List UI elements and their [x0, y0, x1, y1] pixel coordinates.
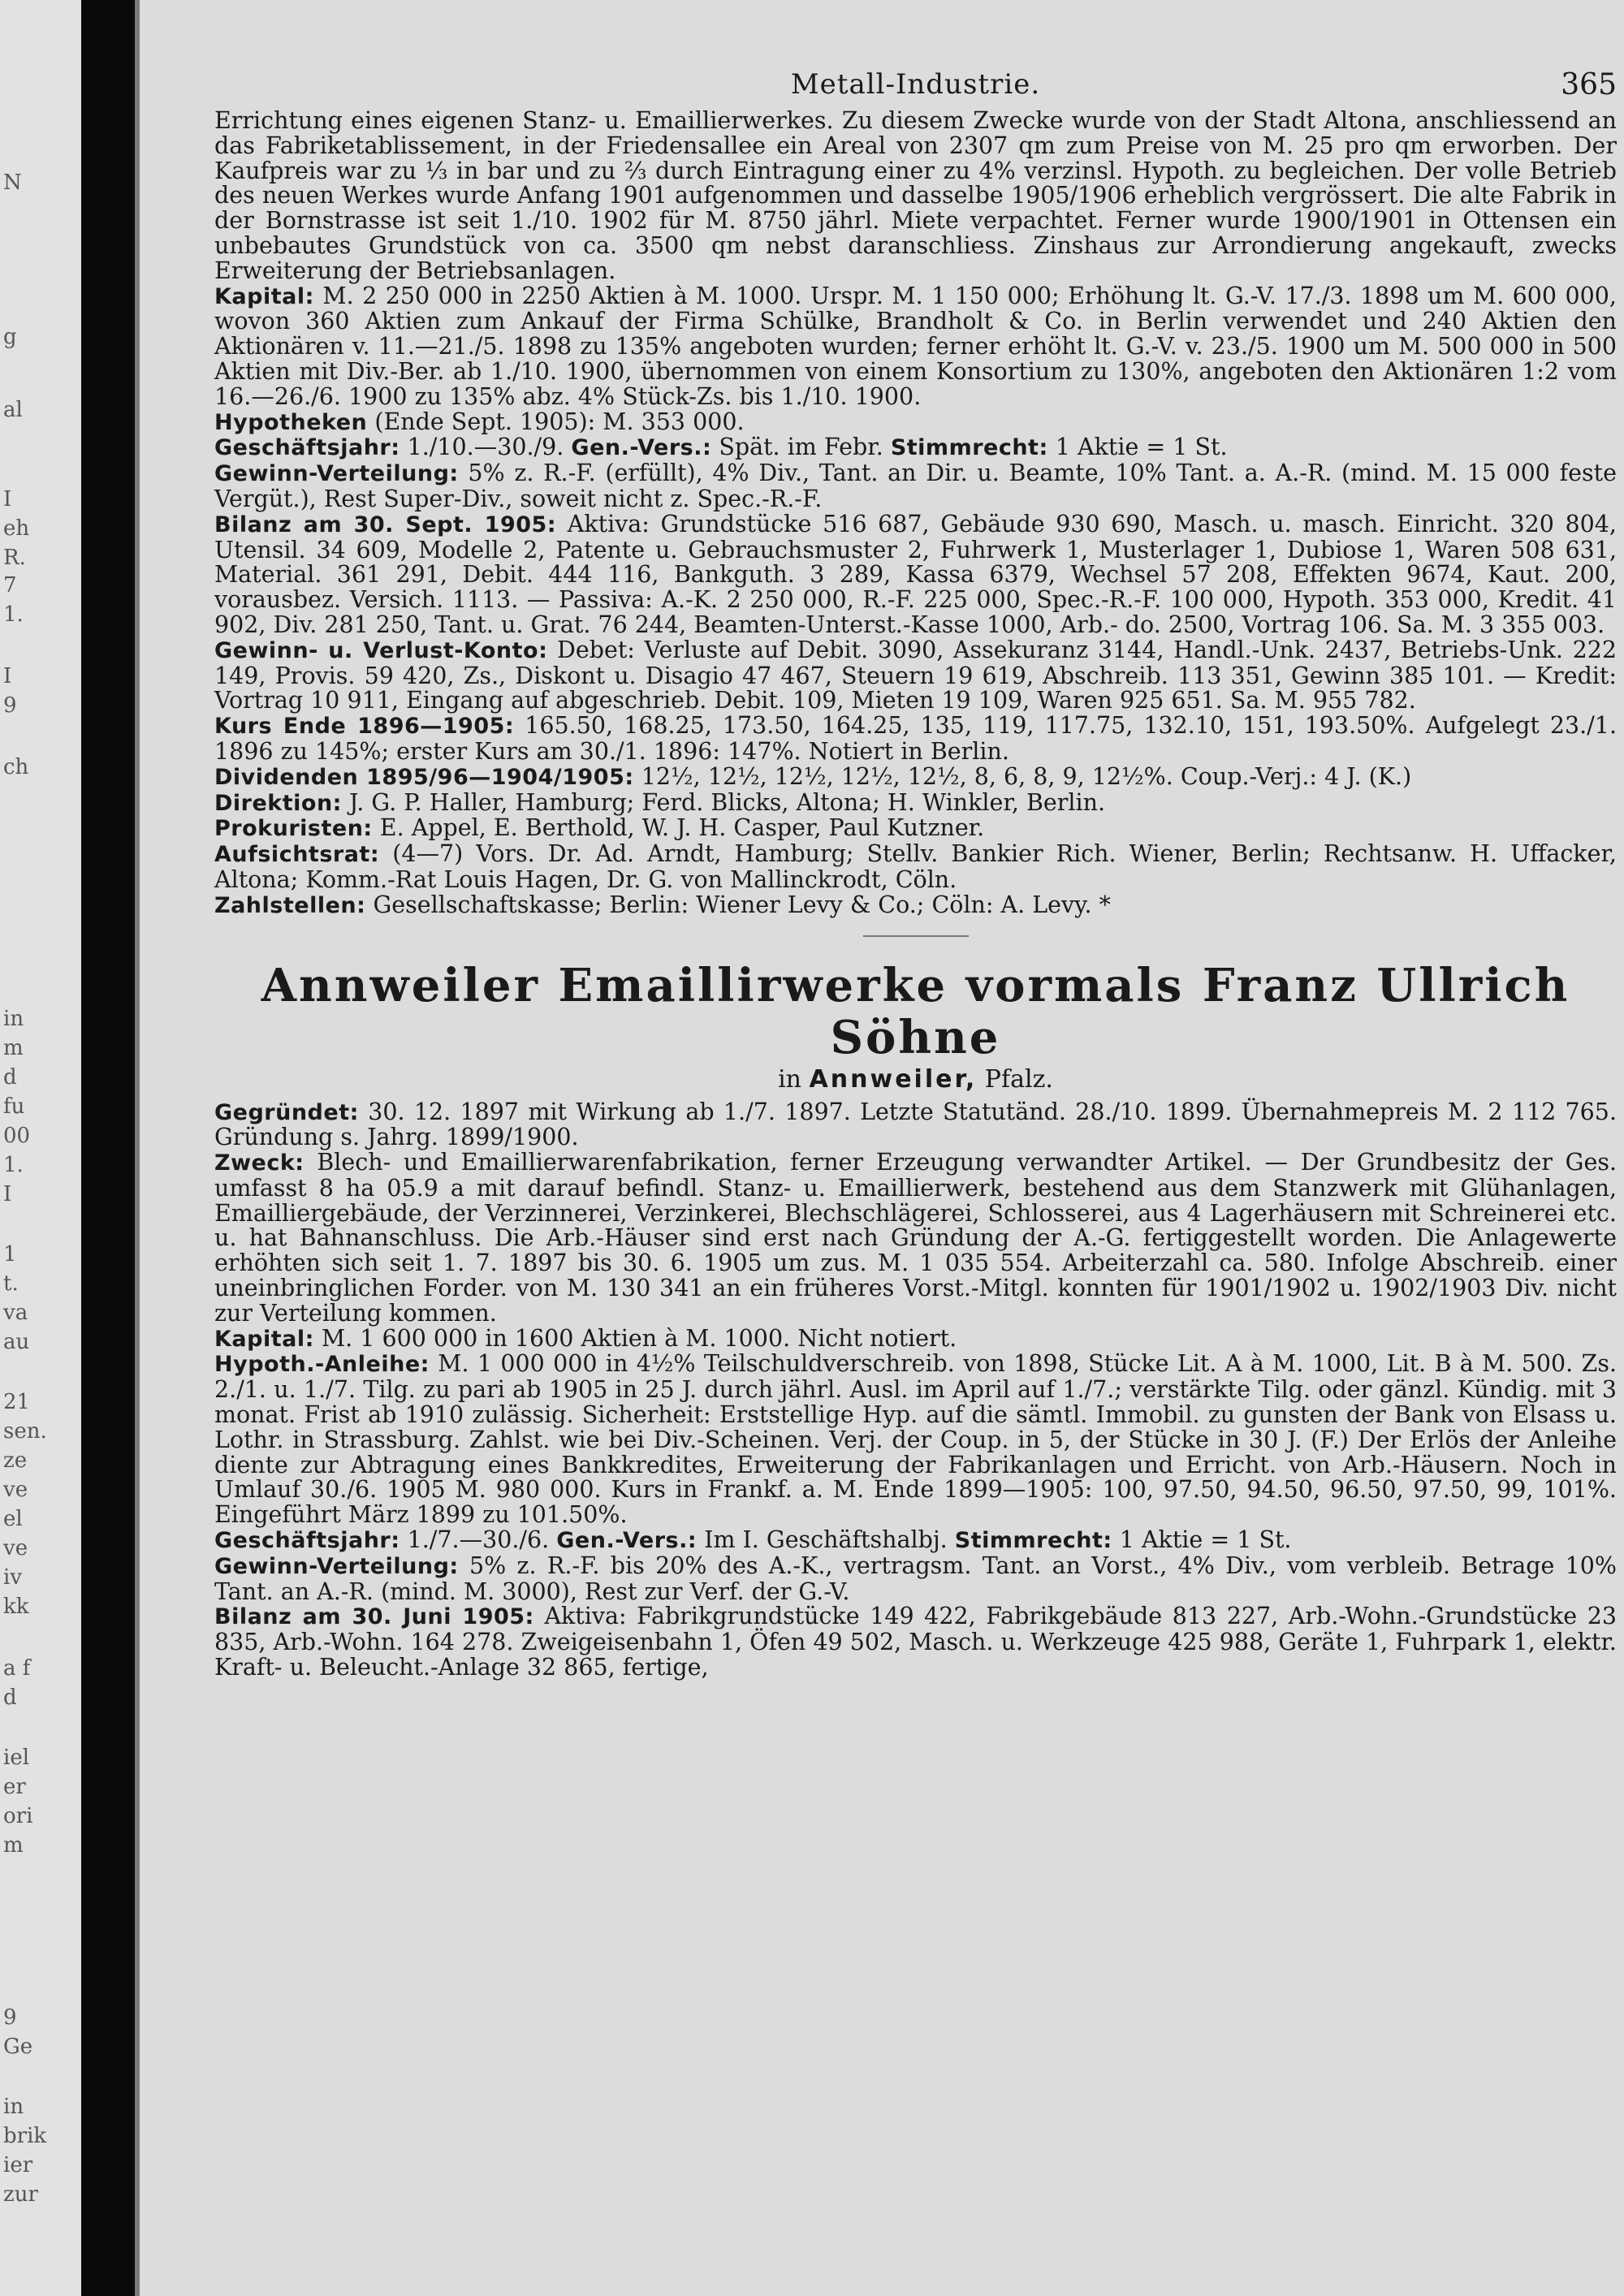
margin-fragment: I [3, 487, 12, 511]
direktion-label: Direktion: [214, 790, 342, 816]
entry1-kapital [214, 284, 1617, 410]
geschaeftsjahr-label: Geschäftsjahr: [214, 1528, 400, 1554]
book-spine-shadow [81, 0, 135, 2296]
entry1-gewinn [214, 461, 1617, 512]
genvers-label: Gen.-Vers.: [556, 1528, 698, 1554]
margin-fragment: al [3, 398, 23, 422]
entry1-intro-text: Errichtung eines eigenen Stanz- u. Emaillierwerkes. Zu diesem Zwecke wurde von der Stadt Altona, anschliessend an das Fabriketablissement, in der Friedensallee ein Areal von 2307 qm zum Preise von M. 25 pro qm erworben. Der Kaufpreis war zu ⅓ in bar und zu ⅔ durch Eintragung einer zu 4% verzinsl. Hypoth. zu begleichen. Der volle Betrieb des neuen Werkes wurde Anfang 1901 aufgenommen und dasselbe 1905/1906 erheblich vergrössert. Die alte Fabrik in der Bornstrasse ist seit 1./10. 1902 für M. 8750 jährl. Miete verpachtet. Ferner wurde 1900/1901 in Ottensen ein unbebautes Grundstück von ca. 3500 qm nebst daranschliess. Zinshaus zur Arrondierung angekauft, zwecks Erweiterung der Betriebsanlagen. [214, 107, 1617, 284]
margin-fragment: el [3, 1507, 23, 1531]
gewinn-label: Gewinn-Verteilung: [214, 461, 459, 487]
margin-fragment: 9 [3, 2005, 17, 2030]
gegruendet-label: Gegründet: [214, 1099, 359, 1125]
margin-fragment: in [3, 2095, 24, 2119]
facing-page-strip [0, 0, 81, 2296]
margin-fragment: a f [3, 1656, 31, 1681]
stimmrecht-text: 1 Aktie = 1 St. [1055, 434, 1228, 461]
margin-fragment: m [3, 1036, 24, 1060]
entry2-zweck [214, 1150, 1617, 1327]
entry1-guv [214, 638, 1617, 714]
location-prefix: in [778, 1064, 801, 1094]
margin-fragment: Ge [3, 2035, 33, 2059]
entry2-gegruendet [214, 1100, 1617, 1151]
margin-fragment: 7 [3, 573, 17, 598]
dividenden-text: 12½, 12½, 12½, 12½, 12½, 8, 6, 8, 9, 12½%. Coup.-Verj.: 4 J. (K.) [641, 762, 1412, 790]
kapital-text: M. 2 250 000 in 2250 Aktien à M. 1000. Urspr. M. 1 150 000; Erhöhung lt. G.-V. 17./3. 1898 um M. 600 000, wovon 360 Aktien zum Ankauf der Firma Schülke, Brandholt & Co. in Berlin verwendet und 240 Aktien den Aktionären v. 11.—21./5. 1898 zu 135% angeboten wurden; ferner erhöht lt. G.-V. v. 23./5. 1900 um M. 500 000 in 500 Aktien mit Div.-Ber. ab 1./10. 1900, übernommen von einem Konsortium zu 130%, angeboten den Aktionären 1:2 vom 16.—26./6. 1900 zu 135% abz. 4% Stück-Zs. bis 1./10. 1900. [214, 282, 1617, 410]
kurs-label: Kurs Ende 1896—1905: [214, 714, 515, 740]
page-number: 365 [1561, 68, 1617, 101]
gewinn-label: Gewinn-Verteilung: [214, 1553, 459, 1579]
margin-fragment: m [3, 1833, 24, 1858]
geschaeftsjahr-text: 1./10.—30./9. [407, 434, 564, 461]
margin-fragment: ch [3, 755, 29, 779]
hypotheken-text: (Ende Sept. 1905): M. 353 000. [374, 408, 745, 435]
margin-fragment: sen. [3, 1419, 47, 1444]
dividenden-label: Dividenden 1895/96—1904/1905: [214, 764, 634, 790]
entry1-geschaeftsjahr [214, 435, 1617, 461]
margin-fragment: 1 [3, 1242, 17, 1267]
location-city: Annweiler, [809, 1064, 978, 1094]
margin-fragment: eh [3, 516, 30, 541]
stimmrecht-text: 1 Aktie = 1 St. [1119, 1526, 1292, 1554]
company-location [214, 1065, 1617, 1094]
stimmrecht-label: Stimmrecht: [954, 1528, 1112, 1554]
kurs-text: 165.50, 168.25, 173.50, 164.25, 135, 119, 117.75, 132.10, 151, 193.50%. Aufgelegt 23./1. 1896 zu 145%; erster Kurs am 30./1. 1896: 147%. Notiert in Berlin. [214, 712, 1617, 765]
prokuristen-label: Prokuristen: [214, 816, 373, 842]
anleihe-text: M. 1 000 000 in 4½% Teilschuldverschreib. von 1898, Stücke Lit. A à M. 1000, Lit. B à M. 500. Zs. 2./1. u. 1./7. Tilg. zu pari ab 1905 in 25 J. durch jährl. Ausl. im April auf 1./7.; verstärkte Tilg. oder gänzl. Kündig. mit 3 monat. Frist ab 1910 zulässig. Sicherheit: Erststellige Hyp. auf die sämtl. Immobil. zu gunsten der Bank von Elsass u. Lothr. in Strassburg. Zahlst. wie bei Div.-Scheinen. Verj. der Coup. in 5, der Stücke in 30 J. (F.) Der Erlös der Anleihe diente zur Abtragung eines Bankkredites, Erweiterung der Fabrikanlagen und Erricht. von Arb.-Häusern. Noch in Umlauf 30./6. 1905 M. 980 000. Kurs in Frankf. a. M. Ende 1899—1905: 100, 97.50, 94.50, 96.50, 97.50, 99, 101%. Eingeführt März 1899 zu 101.50%. [214, 1350, 1618, 1529]
anleihe-label: Hypoth.-Anleihe: [214, 1352, 430, 1378]
entry1-bilanz [214, 512, 1617, 638]
margin-fragment: 1. [3, 602, 24, 627]
entry1-dividenden [214, 762, 1617, 791]
location-region: Pfalz. [984, 1064, 1053, 1094]
entry2-kapital [214, 1324, 1617, 1353]
entry2-geschaeftsjahr [214, 1528, 1617, 1554]
margin-fragment: in [3, 1007, 24, 1031]
entry1-aufsichtsrat [214, 842, 1617, 893]
margin-fragment: iel [3, 1746, 30, 1770]
guv-label: Gewinn- u. Verlust-Konto: [214, 637, 548, 663]
zweck-label: Zweck: [214, 1150, 304, 1176]
margin-fragment: ze [3, 1448, 28, 1473]
entry1-kurs [214, 714, 1617, 765]
zahlstellen-text: Gesellschaftskasse; Berlin: Wiener Levy & Co.; Cöln: A. Levy. * [373, 891, 1111, 918]
company-title: Annweiler Emaillirwerke vormals Franz Ullrich Söhne [261, 958, 1570, 1064]
margin-fragment: brik [3, 2124, 47, 2148]
margin-fragment: ve [3, 1478, 28, 1502]
zweck-text: Blech- und Emaillierwarenfabrikation, ferner Erzeugung verwandter Artikel. — Der Grundbesitz der Ges. umfasst 8 ha 05.9 a mit darauf befindl. Stanz- u. Emaillierwerk, bestehend aus dem Stanzwerk mit Glühanlagen, Emailliergebäude, der Verzinnerei, Verzinkerei, Blechschlägerei, Schlosserei, aus 4 Lagerhäusern mit Schreinerei etc. u. hat Bahnanschluss. Die Arb.-Häuser sind erst nach Gründung der A.-G. fertiggestellt worden. Die Anlagewerte erhöhten sich seit 1. 7. 1897 bis 30. 6. 1905 um zus. M. 1 035 554. Arbeiterzahl ca. 580. Infolge Abschreib. einer uneinbringlichen Forder. von M. 130 341 an ein früheres Vorst.-Mitgl. konnten für 1901/1902 u. 1902/1903 Div. nicht zur Verteilung kommen. [214, 1149, 1618, 1327]
gewinn-text: 5% z. R.-F. bis 20% des A.-K., vertragsm. Tant. an Vorst., 4% Div., vom verbleib. Betrage 10% Tant. an A.-R. (mind. M. 3000), Rest zur Verf. der G.-V. [214, 1552, 1617, 1605]
running-title: Metall-Industrie. [790, 68, 1041, 101]
margin-fragment: I [3, 1182, 12, 1206]
margin-fragment: 9 [3, 693, 17, 718]
margin-fragment: N [3, 170, 22, 195]
genvers-label: Gen.-Vers.: [571, 435, 712, 461]
margin-fragment: va [3, 1301, 28, 1325]
entry2-gewinn [214, 1554, 1617, 1605]
geschaeftsjahr-label: Geschäftsjahr: [214, 435, 400, 461]
gegruendet-text: 30. 12. 1897 mit Wirkung ab 1./7. 1897. Letzte Statutänd. 28./10. 1899. Übernahmepreis M. 2 112 765. Gründung s. Jahrg. 1899/1900. [214, 1098, 1618, 1151]
entry1-hypotheken [214, 410, 1617, 436]
entry2-anleihe [214, 1352, 1617, 1528]
genvers-text: Im I. Geschäftshalbj. [704, 1526, 948, 1554]
margin-fragment: d [3, 1685, 17, 1710]
margin-fragment: ve [3, 1536, 28, 1560]
aufsichtsrat-label: Aufsichtsrat: [214, 842, 380, 868]
margin-fragment: 21 [3, 1390, 31, 1414]
margin-fragment: ori [3, 1804, 33, 1828]
kapital-text: M. 1 600 000 in 1600 Aktien à M. 1000. Nicht notiert. [321, 1324, 957, 1352]
margin-fragment: iv [3, 1565, 23, 1590]
genvers-text: Spät. im Febr. [719, 434, 883, 461]
geschaeftsjahr-text: 1./7.—30./6. [407, 1526, 550, 1554]
gewinn-text: 5% z. R.-F. (erfüllt), 4% Div., Tant. an Dir. u. Beamte, 10% Tant. a. A.-R. (mind. M. 15 000 feste Vergüt.), Rest Super-Div., soweit nicht z. Spec.-R.-F. [214, 460, 1617, 512]
page [140, 0, 1624, 2296]
bilanz-label: Bilanz am 30. Sept. 1905: [214, 511, 557, 537]
margin-fragment: R. [3, 546, 26, 570]
bilanz-label: Bilanz am 30. Juni 1905: [214, 1604, 534, 1630]
aufsichtsrat-text: (4—7) Vors. Dr. Ad. Arndt, Hamburg; Stellv. Bankier Rich. Wiener, Berlin; Rechtsanw. H. Uffacker, Altona; Komm.-Rat Louis Hagen, Dr. G. von Mallinckrodt, Cöln. [214, 840, 1617, 893]
margin-fragment: ier [3, 2153, 33, 2177]
margin-fragment: d [3, 1065, 17, 1090]
stimmrecht-label: Stimmrecht: [890, 435, 1048, 461]
hypotheken-label: Hypotheken [214, 409, 368, 435]
margin-fragment: g [3, 325, 17, 349]
direktion-text: J. G. P. Haller, Hamburg; Ferd. Blicks, Altona; H. Winkler, Berlin. [349, 788, 1106, 816]
page-content [214, 68, 1617, 1681]
margin-fragment: I [3, 664, 12, 688]
margin-fragment: 1. [3, 1153, 24, 1177]
entry2-bilanz [214, 1604, 1617, 1680]
margin-fragment: zur [3, 2182, 38, 2207]
margin-fragment: au [3, 1330, 30, 1354]
entry1-zahlstellen [214, 893, 1617, 919]
margin-fragment: t. [3, 1271, 19, 1296]
zahlstellen-label: Zahlstellen: [214, 892, 366, 918]
entry1-intro [214, 109, 1617, 284]
entry1-direktion [214, 788, 1617, 817]
bilanz-text: Aktiva: Fabrikgrundstücke 149 422, Fabrikgebäude 813 227, Arb.-Wohn.-Grundstücke 23 835, Arb.-Wohn. 164 278. Zweigeisenbahn 1, Öfen 49 502, Masch. u. Werkzeuge 425 988, Geräte 1, Fuhrpark 1, elektr. Kraft- u. Beleucht.-Anlage 32 865, fertige, [214, 1603, 1617, 1681]
entry-separator [863, 935, 969, 937]
bilanz-text: Aktiva: Grundstücke 516 687, Gebäude 930 690, Masch. u. masch. Einricht. 320 804, Utensil. 34 609, Modelle 2, Patente u. Gebrauchsmuster 2, Fuhrwerk 1, Musterlager 1, Dubiose 1, Waren 508 631, Material. 361 291, Debit. 444 116, Bankguth. 3 289, Kassa 6379, Wechsel 57 208, Effekten 9674, Kaut. 200, vorausbez. Versich. 1113. — Passiva: A.-K. 2 250 000, R.-F. 225 000, Spec.-R.-F. 100 000, Hypoth. 353 000, Kredit. 41 902, Div. 281 250, Tant. u. Grat. 76 244, Beamten-Unterst.-Kasse 1000, Arb.- do. 2500, Vortrag 106. Sa. M. 3 355 003. [214, 510, 1617, 638]
guv-text: Debet: Verluste auf Debit. 3090, Assekuranz 3144, Handl.-Unk. 2437, Betriebs-Unk. 222 149, Provis. 59 420, Zs., Diskont u. Disagio 47 467, Steuern 19 619, Abschreib. 113 351, Gewinn 385 101. — Kredit: Vortrag 10 911, Eingang auf abgeschrieb. Debit. 109, Mieten 19 109, Waren 925 651. Sa. M. 955 782. [214, 636, 1617, 714]
prokuristen-text: E. Appel, E. Berthold, W. J. H. Casper, Paul Kutzner. [379, 814, 985, 842]
kapital-label: Kapital: [214, 1326, 314, 1352]
margin-fragment: fu [3, 1094, 25, 1119]
entry1-prokuristen [214, 816, 1617, 842]
margin-fragment: kk [3, 1595, 29, 1619]
margin-fragment: 00 [3, 1124, 31, 1148]
kapital-label: Kapital: [214, 283, 314, 309]
running-header [214, 68, 1617, 109]
margin-fragment: er [3, 1775, 26, 1799]
